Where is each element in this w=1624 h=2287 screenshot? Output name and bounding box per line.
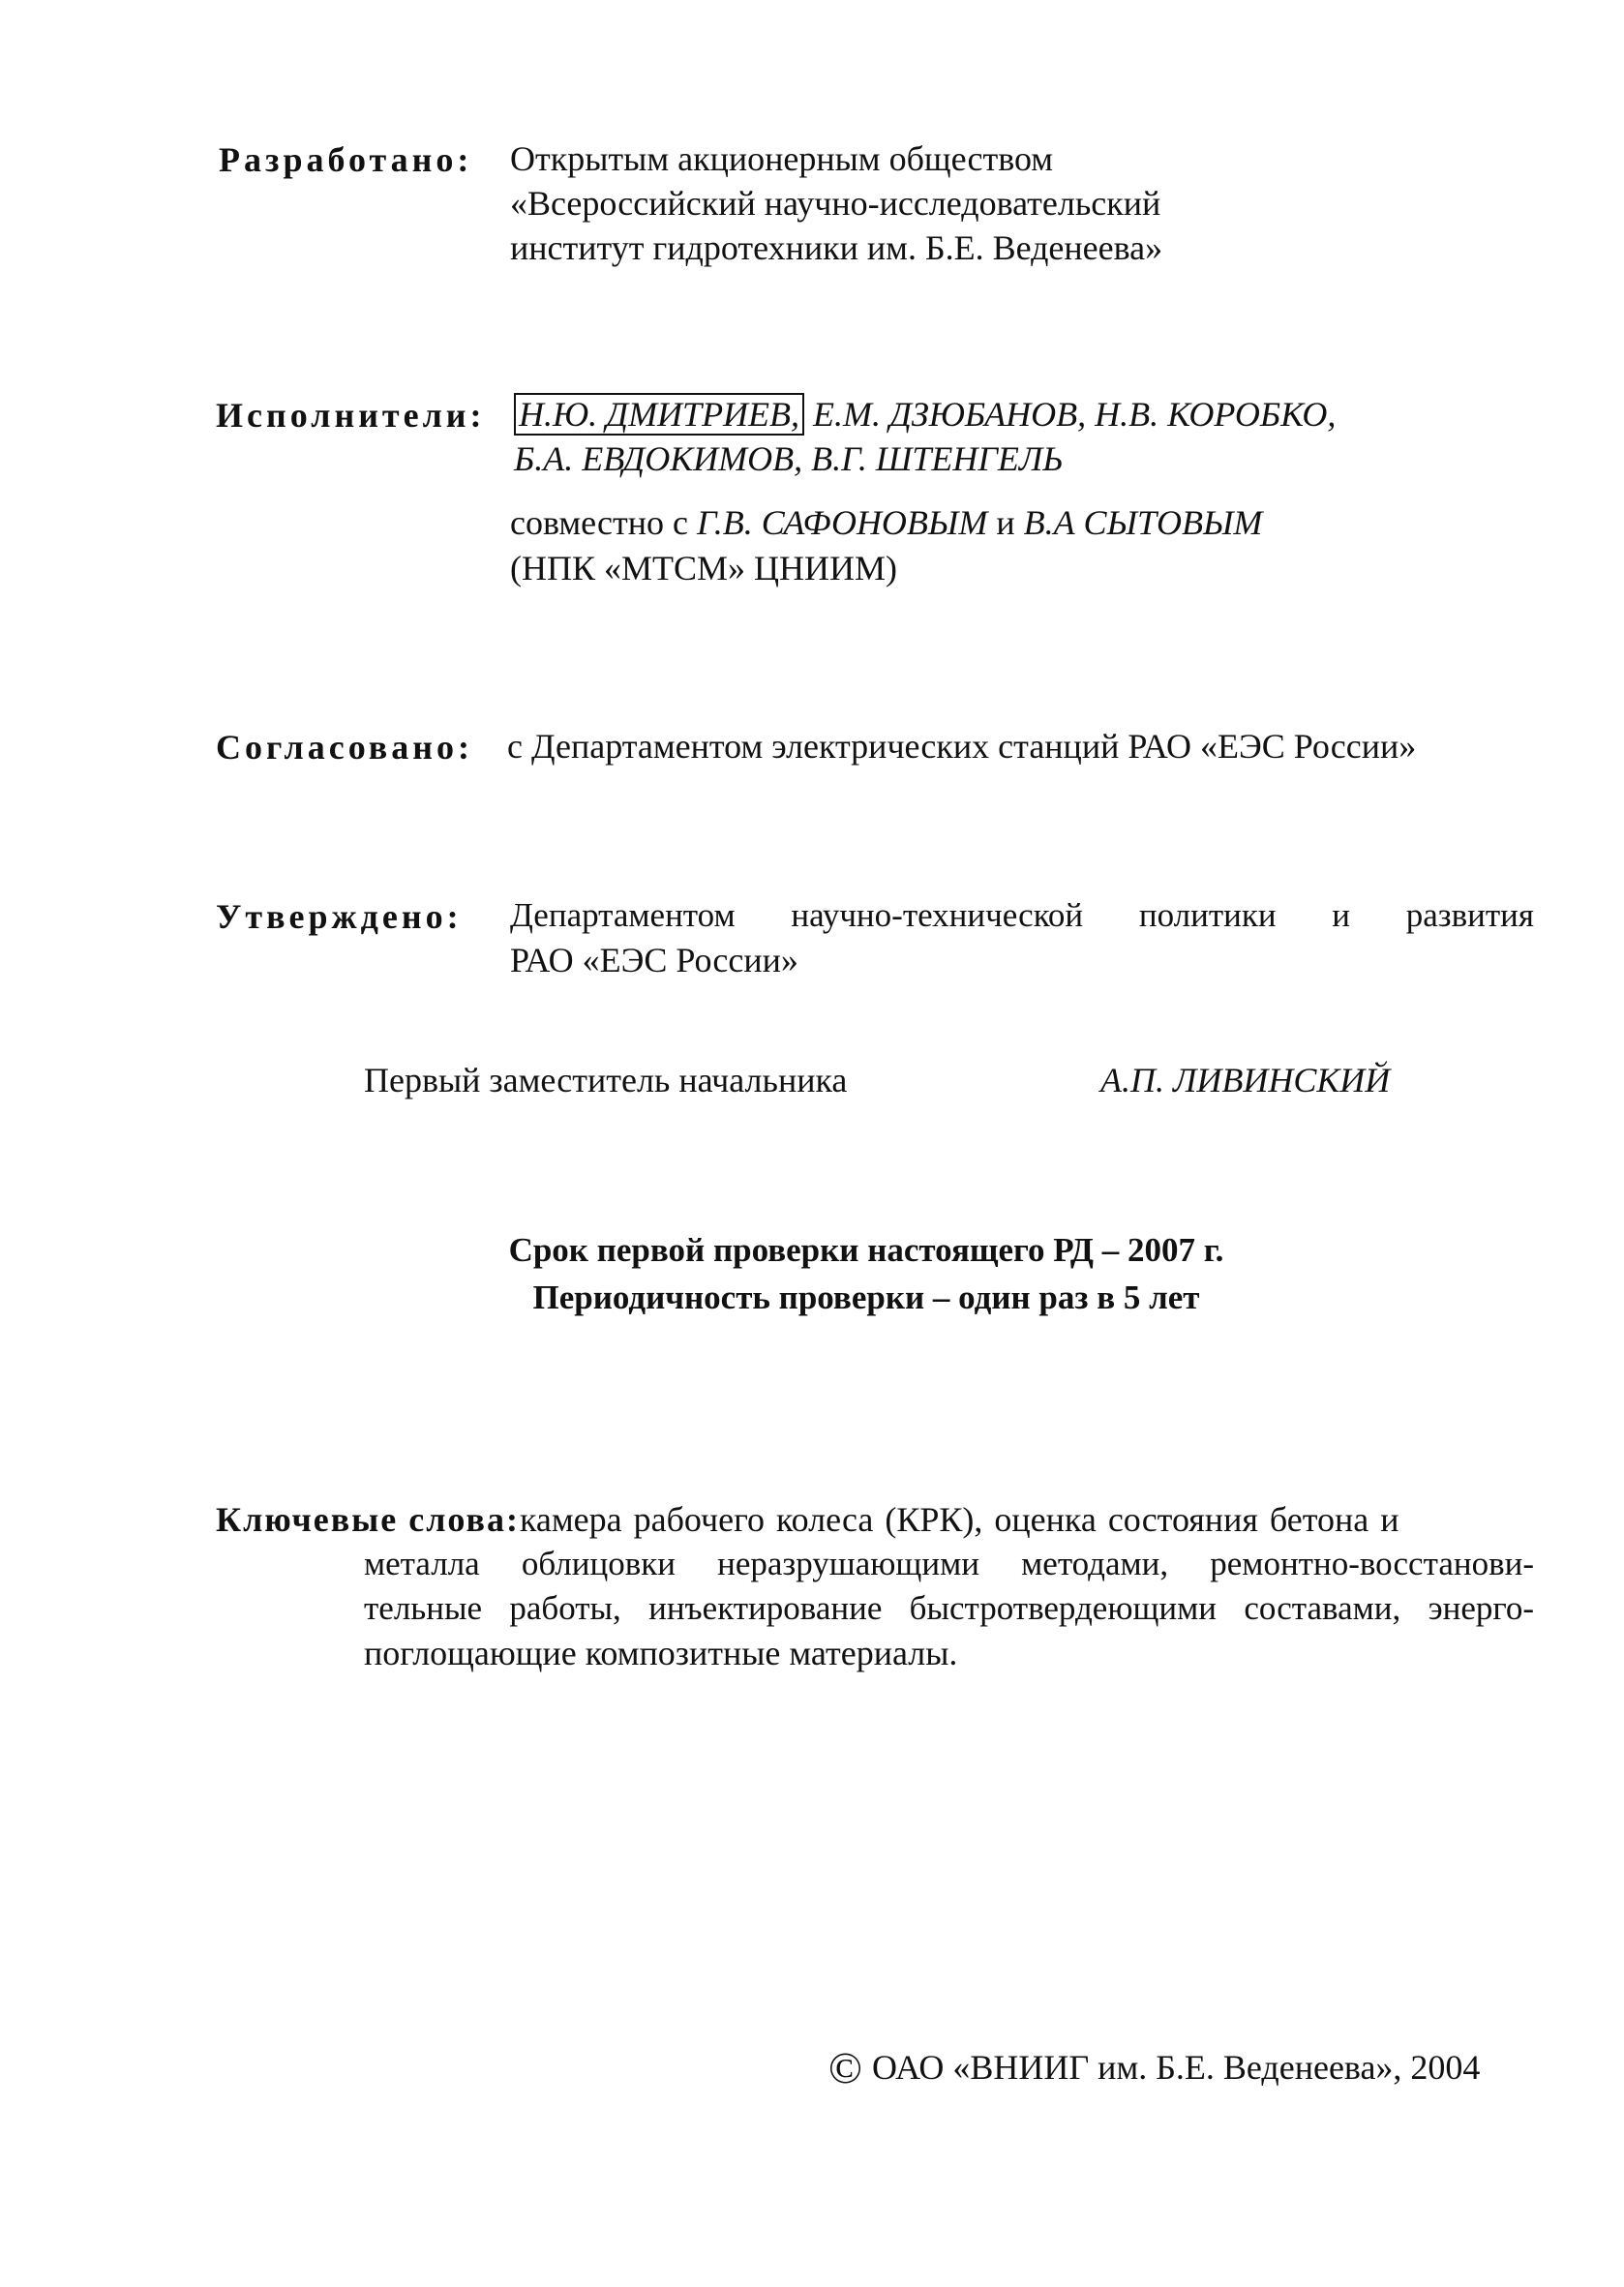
keywords-line-3: тельные работы, инъектирование быстротвердеющими составами, энерго- bbox=[364, 1589, 1534, 1627]
agreed-label: Согласовано: bbox=[216, 728, 473, 767]
developed-line-1: Открытым акционерным обществом bbox=[510, 139, 1054, 178]
approved-position: Первый заместитель начальника bbox=[364, 1061, 848, 1099]
performers-joint-line bbox=[510, 499, 1262, 546]
copyright-line bbox=[828, 2044, 1480, 2091]
keywords-label: Ключевые слова: bbox=[216, 1500, 520, 1539]
developed-line-3: институт гидротехники им. Б.Е. Веденеева» bbox=[510, 228, 1163, 267]
review-line-1: Срок первой проверки настоящего РД – 2007 г. bbox=[508, 1231, 1224, 1269]
keywords-line-1 bbox=[216, 1496, 1534, 1543]
performers-line-2: Б.А. ЕВДОКИМОВ, В.Г. ШТЕНГЕЛЬ bbox=[514, 439, 1064, 478]
keywords-line-4: поглощающие композитные материалы. bbox=[364, 1634, 958, 1672]
agreed-text: с Департаментом электрических станций РАО «ЕЭС России» bbox=[507, 727, 1417, 766]
keywords-line-2: металла облицовки неразрушающими методами, ремонтно-восстанови- bbox=[364, 1545, 1534, 1582]
copyright-icon: © bbox=[828, 2043, 862, 2092]
approved-line-1: Департаментом научно-технической политики и развития bbox=[510, 896, 1534, 934]
joint-and: и bbox=[996, 503, 1015, 542]
approved-name: А.П. ЛИВИНСКИЙ bbox=[1100, 1061, 1391, 1099]
performers-line-1-rest: Е.М. ДЗЮБАНОВ, Н.В. КОРОБКО, bbox=[813, 395, 1337, 434]
developed-line-2: «Всероссийский научно-исследовательский bbox=[510, 184, 1161, 223]
copyright-text: ОАО «ВНИИГ им. Б.Е. Веденеева», 2004 bbox=[871, 2048, 1481, 2087]
joint-prefix: совместно с bbox=[510, 503, 688, 542]
developed-label: Разработано: bbox=[219, 140, 473, 179]
performers-line-1 bbox=[514, 391, 1336, 437]
joint-name-1: Г.В. САФОНОВЫМ bbox=[696, 503, 988, 542]
performer-boxed-name: Н.Ю. ДМИТРИЕВ, bbox=[514, 393, 804, 436]
joint-name-2: В.А СЫТОВЫМ bbox=[1023, 503, 1263, 542]
approved-label: Утверждено: bbox=[216, 897, 463, 936]
performers-label: Исполнители: bbox=[216, 396, 486, 435]
performers-org: (НПК «МТСМ» ЦНИИМ) bbox=[510, 549, 898, 587]
keywords-line-1-text: камера рабочего колеса (КРК), оценка состояния бетона и bbox=[519, 1500, 1399, 1539]
approved-line-2: РАО «ЕЭС России» bbox=[510, 941, 798, 979]
review-line-2: Периодичность проверки – один раз в 5 лет bbox=[532, 1279, 1200, 1316]
